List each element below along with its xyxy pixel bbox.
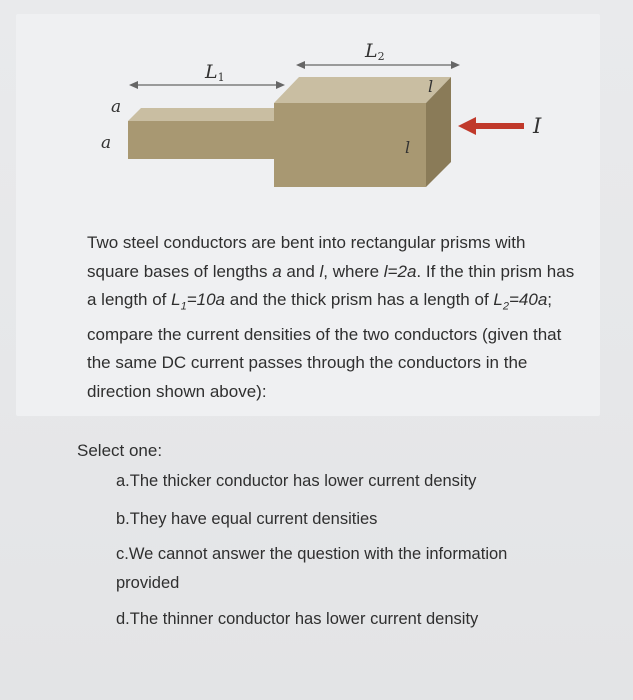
l-top-label: l	[428, 77, 434, 96]
L2-label: $L_2$	[365, 40, 385, 63]
a-side-label: a	[101, 133, 112, 153]
l-front-label: l	[405, 138, 411, 157]
option-a[interactable]: a.The thicker conductor has lower current density	[116, 472, 477, 490]
thin-prism-front	[128, 121, 288, 159]
thick-prism-front	[274, 103, 426, 187]
L1-label: $L_1$	[205, 61, 225, 84]
option-d[interactable]: d.The thinner conductor has lower current density	[116, 610, 479, 628]
select-one-label: Select one:	[77, 441, 163, 460]
current-I-label: I	[533, 114, 542, 138]
a-top-label: a	[111, 97, 122, 117]
option-b[interactable]: b.They have equal current densities	[116, 510, 378, 528]
current-arrow	[458, 117, 524, 135]
question-text: Two steel conductors are bent into rectangular prisms with square bases of lengths a and l, where l=2a. If the thin prism has a length of $L_1=10a$ and the thick prism has a length of $L_2=40a$; compare the current densities of the two conductors (given that the same DC current passes through the conductors in the direction shown above):	[87, 233, 575, 401]
prism-figure	[0, 0, 633, 230]
option-c[interactable]: c.We cannot answer the question with the information provided	[116, 545, 508, 592]
thick-prism-top	[274, 77, 451, 103]
